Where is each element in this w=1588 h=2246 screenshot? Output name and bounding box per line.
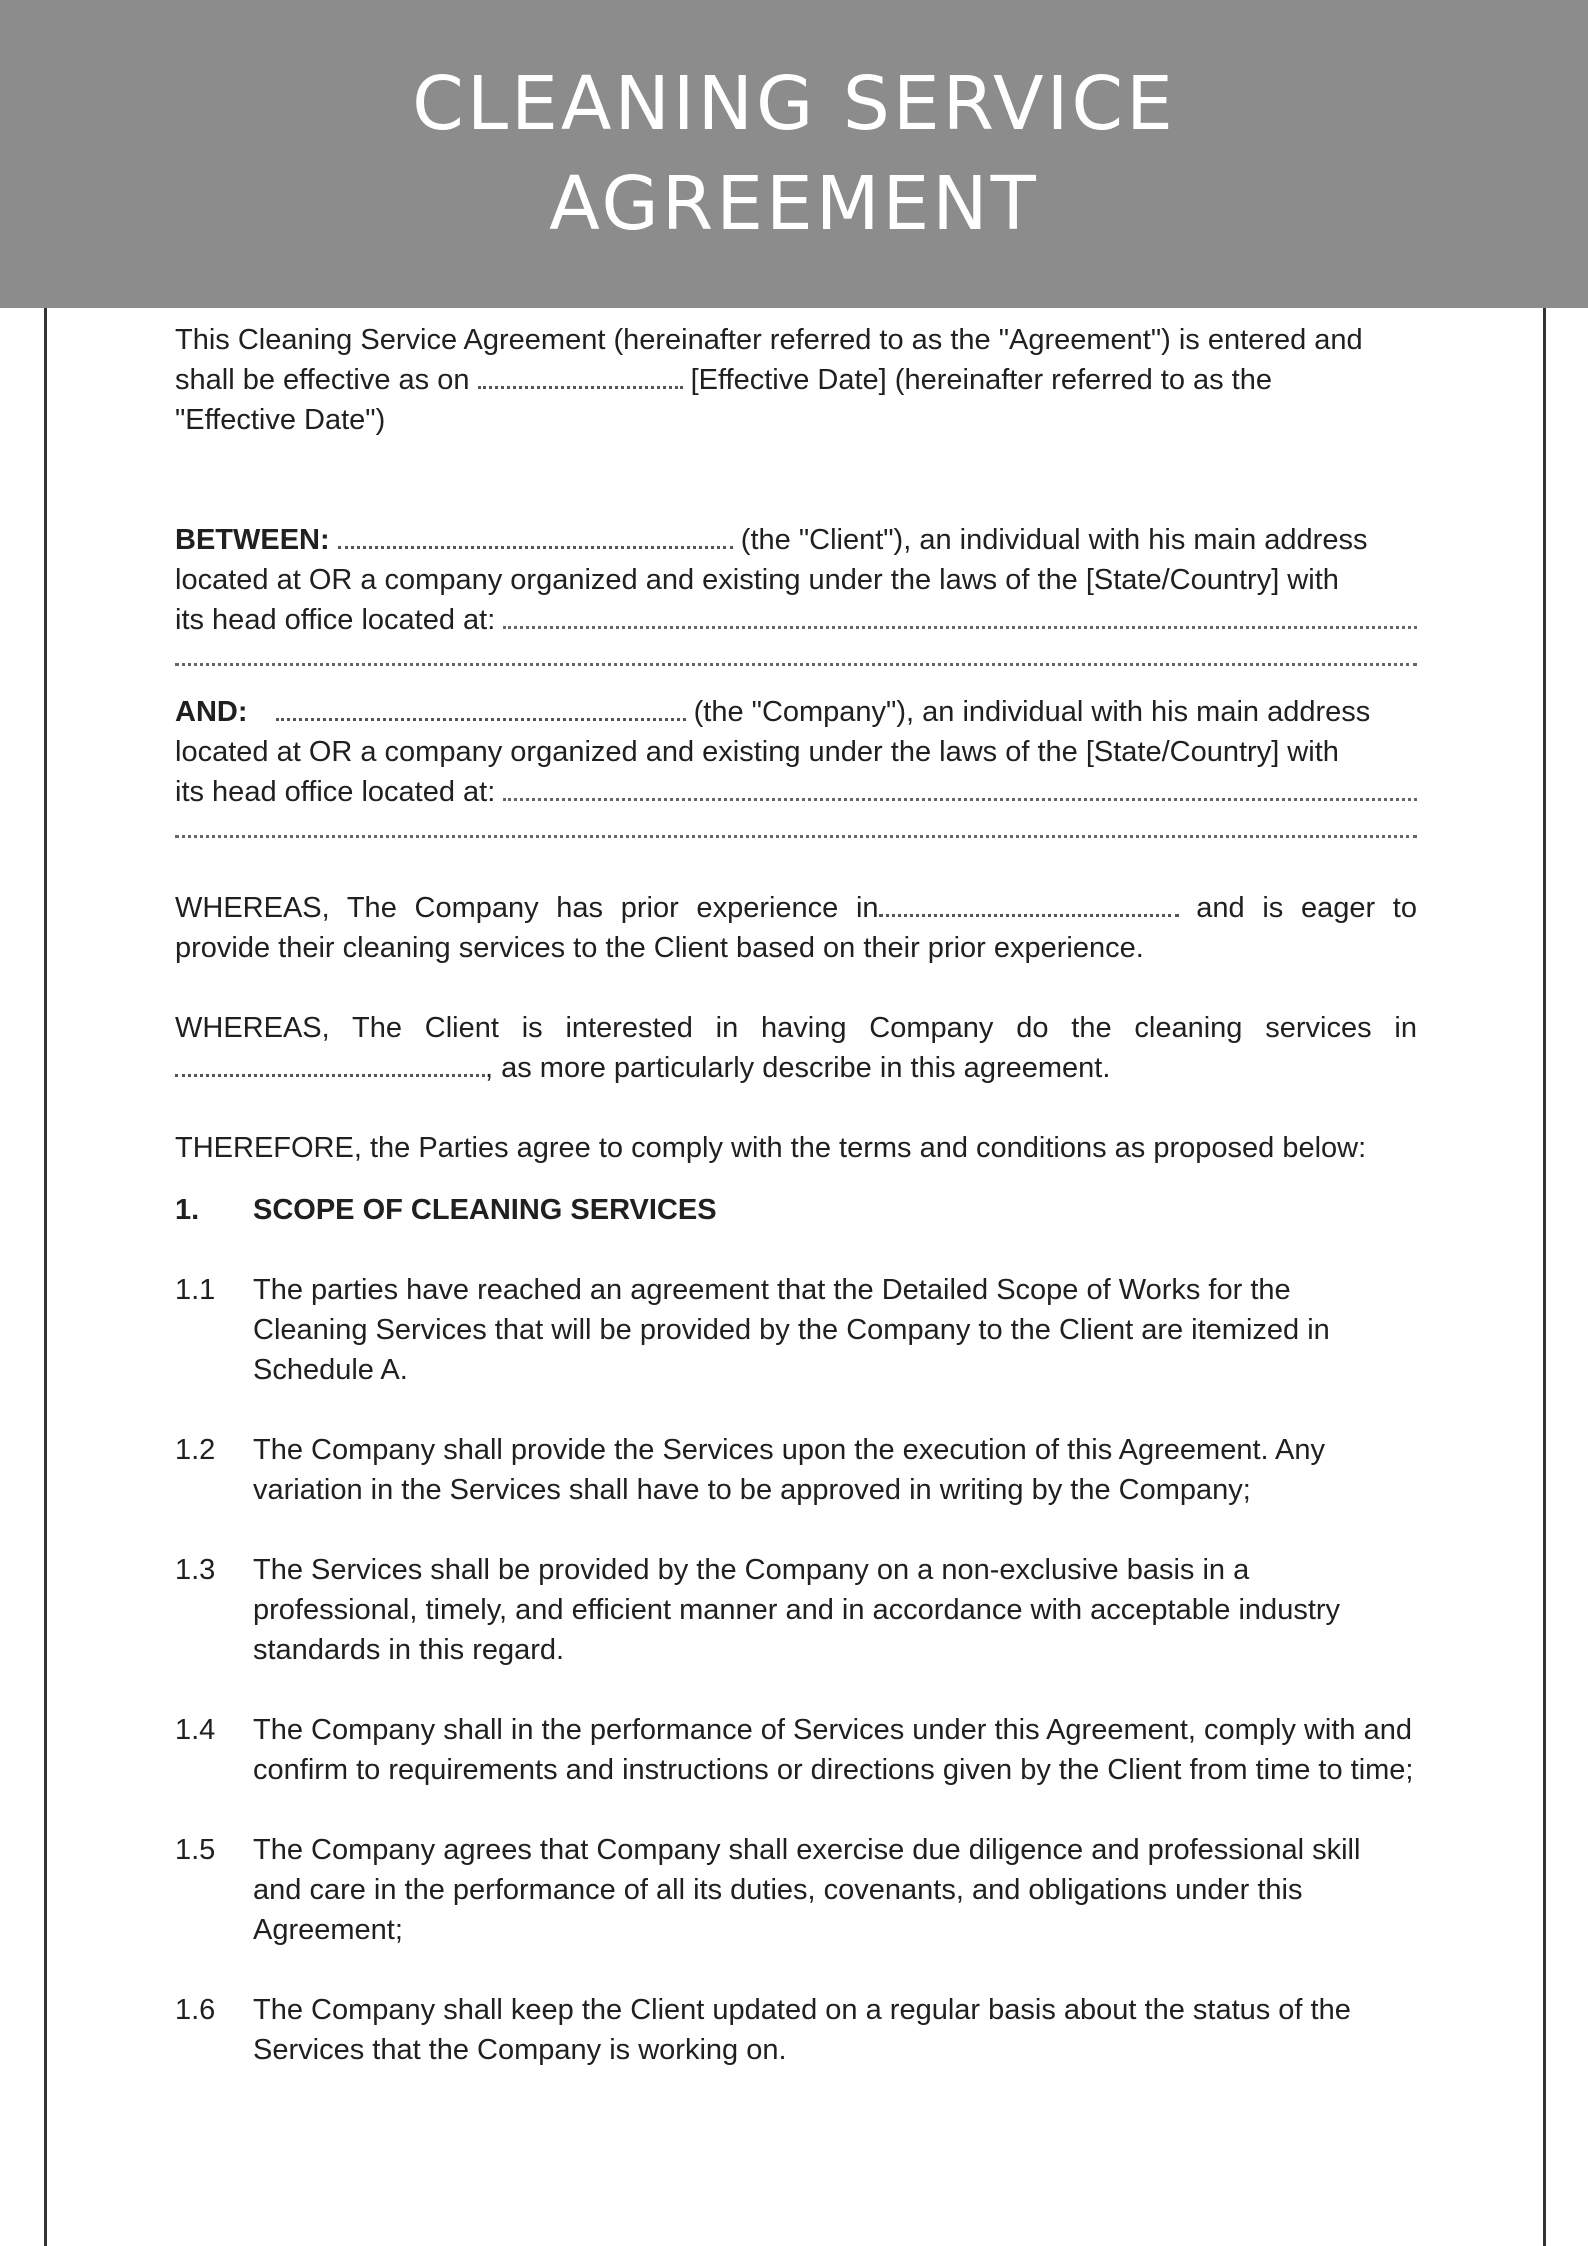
whereas2-text-1: WHEREAS, The Client is interested in having Company do the cleaning services in xyxy=(175,1012,1417,1044)
title-banner xyxy=(0,0,1588,308)
clause-item xyxy=(175,1430,1417,1510)
client-office-label: its head office located at: xyxy=(175,604,496,636)
document-body xyxy=(175,320,1417,2110)
whereas2-text-2: , as more particularly describe in this agreement. xyxy=(485,1052,1111,1084)
clause-text: The parties have reached an agreement that the Detailed Scope of Works for the Cleaning Services that will be provided by the Company to the Client are itemized in Schedule A. xyxy=(253,1274,1330,1386)
clause-number: 1.3 xyxy=(175,1554,216,1586)
company-name-blank xyxy=(276,696,686,721)
clause-item xyxy=(175,1270,1417,1390)
and-text: (the "Company"), an individual with his main address located at OR a company organized and existing under the laws of the [State/Country] with xyxy=(175,696,1371,768)
whereas1-text-1: WHEREAS, The Company has prior experience in xyxy=(175,892,879,924)
page-border-right xyxy=(1543,308,1546,2246)
clause-item xyxy=(175,1710,1417,1790)
intro-text-2: [Effective Date] (hereinafter referred to as the "Effective Date") xyxy=(175,364,1272,436)
section-1-number: 1. xyxy=(175,1194,200,1226)
effective-date-blank xyxy=(478,364,683,389)
therefore-paragraph: THEREFORE, the Parties agree to comply with the terms and conditions as proposed below: xyxy=(175,1132,1367,1164)
clause-number: 1.1 xyxy=(175,1274,216,1306)
between-label: BETWEEN: xyxy=(175,524,330,556)
title-line-2: AGREEMENT xyxy=(549,161,1039,247)
company-address-blank xyxy=(175,834,1417,838)
company-office-label: its head office located at: xyxy=(175,776,496,808)
clause-text: The Company shall keep the Client updated on a regular basis about the status of the Services that the Company is working on. xyxy=(253,1994,1351,2066)
section-1-items xyxy=(175,1270,1417,2070)
section-1-title: SCOPE OF CLEANING SERVICES xyxy=(253,1194,717,1226)
experience-blank xyxy=(879,892,1179,917)
company-office-line xyxy=(175,772,1417,812)
client-name-blank xyxy=(338,524,733,549)
clause-item xyxy=(175,1830,1417,1950)
client-office-line xyxy=(175,600,1417,640)
clause-text: The Services shall be provided by the Company on a non-exclusive basis in a professional, timely, and efficient manner and in accordance with acceptable industry standards in this regard. xyxy=(253,1554,1341,1666)
clause-number: 1.2 xyxy=(175,1434,216,1466)
whereas-interest xyxy=(175,1008,1417,1088)
client-address-blank xyxy=(175,662,1417,666)
whereas1-text-2: and is eager to provide their cleaning services to the Client based on their prior experience. xyxy=(175,892,1417,964)
clause-text: The Company shall provide the Services upon the execution of this Agreement. Any variation in the Services shall have to be approved in writing by the Company; xyxy=(253,1434,1326,1506)
clause-text: The Company shall in the performance of Services under this Agreement, comply with and confirm to requirements and instructions or directions given by the Client from time to time; xyxy=(253,1714,1414,1786)
clause-item xyxy=(175,1550,1417,1670)
title-line-1: CLEANING SERVICE xyxy=(412,61,1176,147)
intro-paragraph xyxy=(175,320,1385,440)
clause-item xyxy=(175,1990,1417,2070)
page-border-left xyxy=(44,308,47,2246)
clause-text: The Company agrees that Company shall exercise due diligence and professional skill and care in the performance of all its duties, covenants, and obligations under this Agreement; xyxy=(253,1834,1361,1946)
clause-number: 1.5 xyxy=(175,1834,216,1866)
services-location-blank xyxy=(175,1052,485,1077)
company-office-blank xyxy=(503,797,1417,801)
between-text: (the "Client"), an individual with his main address located at OR a company organized and existing under the laws of the [State/Country] with xyxy=(175,524,1368,596)
intro-text-1: This Cleaning Service Agreement (hereinafter referred to as the "Agreement") is entered and shall be effective as on xyxy=(175,324,1363,396)
section-1-heading xyxy=(175,1190,1417,1230)
client-office-blank xyxy=(503,625,1417,629)
whereas-experience xyxy=(175,888,1417,968)
clause-number: 1.4 xyxy=(175,1714,216,1746)
and-paragraph xyxy=(175,692,1417,772)
clause-number: 1.6 xyxy=(175,1994,216,2026)
between-paragraph xyxy=(175,520,1417,600)
and-label: AND: xyxy=(175,696,248,728)
